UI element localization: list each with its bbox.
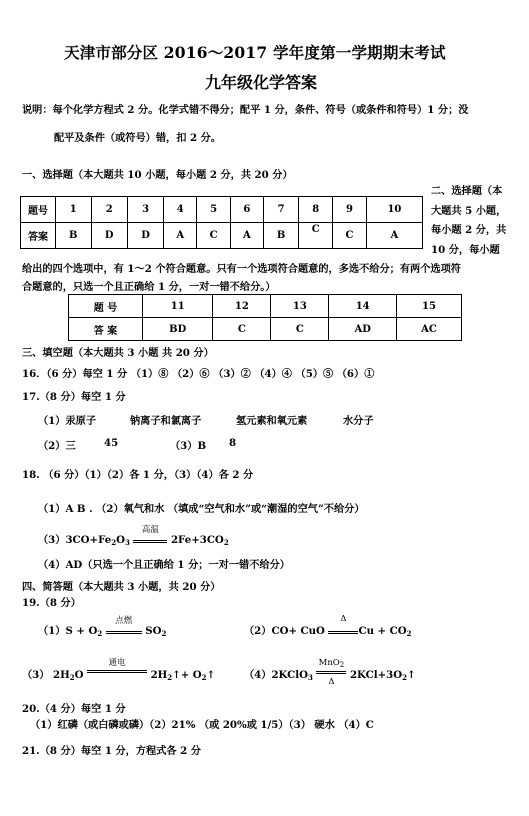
- q17-1-answer-d: 水分子: [343, 415, 374, 427]
- answer-cell: AD: [329, 318, 397, 341]
- equation-right: 2KCl+3O: [349, 669, 403, 681]
- reaction-condition: [328, 614, 358, 634]
- exam-title: 天津市部分区 2016～2017 学年度第一学期期末考试: [64, 43, 446, 62]
- q18-3-equation: $(3)3CO+Fe_2O_3$ 高温 $2Fe+3CO_2$: [38, 525, 229, 547]
- answer-table-1: [20, 196, 423, 249]
- q17-3-answer-a: （3）B: [170, 440, 207, 452]
- q19-4-equation: （4）2KClO$_3$ MnO$_2$ Δ $2KCl+3O_2↑$: [244, 658, 416, 687]
- q19-3-equation: （3） $2H_2O$ 通电 $2H_2↑+$ $O_2↑$: [22, 658, 216, 682]
- equation-right: Cu + CO: [358, 625, 407, 637]
- equation-left-part: O: [74, 669, 84, 681]
- equation-left: （3） 2H: [22, 669, 70, 681]
- question-number: 8: [299, 197, 333, 223]
- q18-heading: 18. （6 分）（1）（2）各 1 分，（3）（4）各 2 分: [22, 469, 254, 481]
- note-line-2: 配平及条件（或符号）错，扣 2 分。: [54, 132, 221, 144]
- question-number: 15: [397, 295, 462, 318]
- condition-label: Δ: [340, 614, 347, 624]
- question-number: 7: [263, 197, 299, 223]
- equation-right: SO: [145, 625, 162, 637]
- question-number: 4: [164, 197, 197, 223]
- equation-left: （2）CO+ CuO: [244, 625, 325, 637]
- answer-cell: C: [213, 318, 271, 341]
- section-3-heading: 三、填空题（本大题共 3 小题 共 20 分）: [22, 347, 214, 359]
- q18-4-answer: （4）AD（只选一个且正确给 1 分；一对一错不给分）: [38, 559, 290, 571]
- answer-cell: C: [299, 223, 333, 249]
- note-line-1: 说明：每个化学方程式 2 分。化学式错不得分；配平 1 分，条件、符号（或条件和符号）1 分；没: [22, 104, 469, 116]
- answer-cell: C: [333, 223, 367, 249]
- question-number: 1: [56, 197, 92, 223]
- equation-right-part: ↑+ O: [172, 669, 202, 681]
- answer-cell: D: [91, 223, 127, 249]
- answer-cell: A: [164, 223, 197, 249]
- section-2-line-1: 给出的四个选项中，有 1～2 个符合题意。只有一个选项符合题意的，多选不给分；有两个选项符: [22, 263, 461, 275]
- reaction-condition: [106, 616, 142, 634]
- side-text-line: 10 分，每小题: [431, 243, 500, 256]
- row-label: 答案: [21, 223, 56, 249]
- q17-1-answer-c: 氢元素和氧元素: [236, 415, 308, 427]
- condition-label: 高温: [141, 525, 159, 535]
- question-number: 12: [213, 295, 271, 318]
- question-number: 14: [329, 295, 397, 318]
- question-number: 11: [143, 295, 213, 318]
- q19-1-equation: $(1)S + O_2$ 点燃 $SO_2$: [38, 616, 167, 638]
- condition-label: MnO: [318, 658, 340, 668]
- q17-2-answer-b: 45: [104, 437, 119, 449]
- equation-right-part: ↑: [407, 669, 416, 681]
- q17-1-answer-b: 钠离子和氯离子: [130, 415, 202, 427]
- side-text-line: 二、选择题（本: [431, 185, 503, 197]
- question-number: 3: [127, 197, 163, 223]
- question-number: 13: [271, 295, 329, 318]
- q17-2-answer-a: （2）三: [38, 440, 76, 452]
- q21-heading: 21.（8 分）每空 1 分，方程式各 2 分: [22, 745, 201, 757]
- equation-left: （4）2KClO: [244, 669, 308, 681]
- q17-3-answer-b: 8: [229, 437, 237, 449]
- section-4-heading: 四、简答题（本大题共 3 小题，共 20 分）: [22, 581, 221, 593]
- answer-cell: BD: [143, 318, 213, 341]
- section-2-line-2: 合题意的，只选一个且正确给 1 分，一对一错不给分。）: [22, 281, 276, 293]
- answer-cell: AC: [397, 318, 462, 341]
- answer-cell: B: [56, 223, 92, 249]
- q16-answer: 16．（6 分）每空 1 分 （1）⑧ （2）⑥ （3）② （4）④ （5）⑤ （6）①: [22, 368, 375, 380]
- reaction-condition: [133, 525, 167, 543]
- q19-2-equation: （2）CO+ CuO Δ $Cu + CO_2$: [244, 614, 412, 638]
- row-label: 题 号: [69, 295, 143, 318]
- row-label: 答 案: [69, 318, 143, 341]
- catalyst-label: MnO$_2$: [318, 658, 345, 669]
- answer-cell: A: [366, 223, 422, 249]
- equation-left: （3）3CO+Fe: [38, 534, 112, 546]
- answer-cell: C: [271, 318, 329, 341]
- section-1-heading: 一、选择题（本大题共 10 小题，每小题 2 分，共 20 分）: [22, 169, 293, 181]
- equation-left: （1）S + O: [38, 625, 98, 637]
- answer-table-2: [68, 294, 462, 341]
- q17-1-answer-a: （1）汞原子: [38, 415, 97, 427]
- equation-right: 2H: [150, 669, 168, 681]
- row-label: 题号: [21, 197, 56, 223]
- answer-cell: A: [230, 223, 263, 249]
- answer-cell: D: [127, 223, 163, 249]
- condition-label: 通电: [108, 658, 126, 668]
- question-number: 10: [366, 197, 422, 223]
- q18-1-2-answer: （1）A B . （2）氧气和水 （填成“空气和水”或“潮湿的空气”不给分）: [38, 503, 365, 515]
- question-number: 9: [333, 197, 367, 223]
- condition-label: 点燃: [115, 616, 133, 626]
- heat-label: Δ: [328, 677, 335, 687]
- equation-right: 2Fe+3CO: [170, 534, 224, 546]
- q19-heading: 19.（8 分）: [22, 597, 81, 609]
- answer-title: 九年级化学答案: [205, 73, 318, 92]
- answer-cell: B: [263, 223, 299, 249]
- question-number: 2: [91, 197, 127, 223]
- section-2-side-text: [431, 182, 506, 260]
- q20-heading: 20.（4 分）每空 1 分: [22, 703, 126, 715]
- side-text-line: 大题共 5 小题，: [431, 204, 507, 217]
- question-number: 5: [197, 197, 231, 223]
- equation-right-part: ↑: [206, 669, 216, 681]
- answer-cell: C: [197, 223, 231, 249]
- q17-heading: 17.（8 分）每空 1 分: [22, 391, 126, 403]
- side-text-line: 每小题 2 分，共: [431, 224, 507, 236]
- q20-answer: （1）红磷（或白磷或磷）（2）21% （或 20%或 1/5）（3） 硬水 （4）C: [30, 719, 374, 731]
- question-number: 6: [230, 197, 263, 223]
